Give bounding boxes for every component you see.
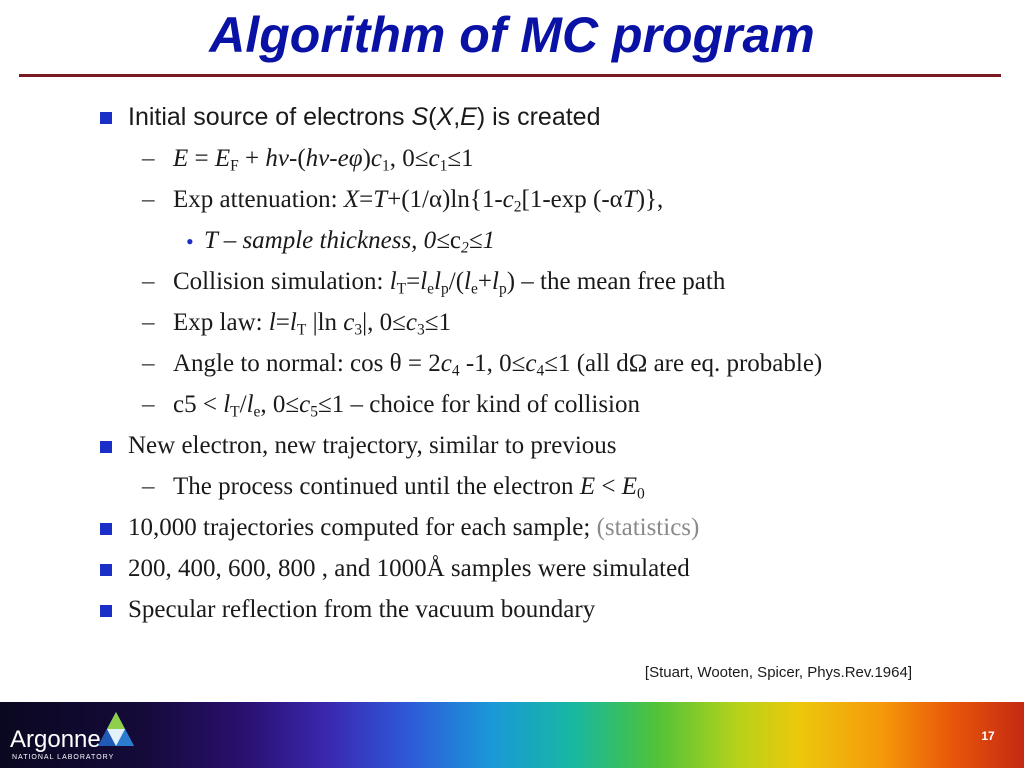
dash-marker: – bbox=[142, 186, 155, 213]
argonne-logo-subtitle: NATIONAL LABORATORY bbox=[12, 754, 115, 761]
sub-collision-simulation: Collision simulation: $l_T=l_el_p/(l_e+l_p)$ – the mean free path bbox=[173, 268, 726, 298]
dot-marker: • bbox=[186, 229, 194, 254]
dash-marker: – bbox=[142, 268, 155, 295]
bullet-new-electron: New electron, new trajectory, similar to previous bbox=[128, 432, 617, 459]
square-bullet-icon bbox=[100, 523, 112, 535]
sub-exp-attenuation: Exp attenuation: $X=T+(1/\alpha)\ln\{1-c_2[1-\exp$ (-αT)}, bbox=[173, 186, 664, 216]
sub-collision-choice: $c5 < l_T/l_e$, $0\le c_5\le 1$ – choice for kind of collision bbox=[173, 391, 641, 421]
slide-title: Algorithm of MC program bbox=[209, 7, 815, 63]
title-divider bbox=[19, 74, 1001, 77]
dash-marker: – bbox=[142, 391, 155, 418]
reference-citation: [Stuart, Wooten, Spicer, Phys.Rev.1964] bbox=[644, 664, 912, 681]
square-bullet-icon bbox=[100, 564, 112, 576]
square-bullet-icon bbox=[100, 441, 112, 453]
dash-marker: – bbox=[142, 350, 155, 377]
sub-process-continued: The process continued until the electron $E < E_0$ bbox=[173, 473, 645, 503]
sub-energy-equation: $E = E_F + h\nu-(h\nu-e\varphi)c_1$, $0\le c_1\le 1$ bbox=[173, 145, 474, 175]
bullet-initial-source: Initial source of electrons S(X,E) is created bbox=[128, 103, 601, 131]
footer-gradient-bar bbox=[0, 702, 1024, 768]
sub-exp-law: Exp law: $l=l_T$ |ln $c_3|$, $0\le c_3\le 1$ bbox=[173, 309, 451, 339]
bullet-trajectories: 10,000 trajectories computed for each sample; (statistics) bbox=[128, 514, 700, 541]
argonne-triangle-logo-icon bbox=[96, 710, 136, 750]
page-number: 17 bbox=[981, 729, 995, 743]
dash-marker: – bbox=[142, 145, 155, 172]
bullet-samples-simulated: 200, 400, 600, 800 , and 1000Å samples were simulated bbox=[128, 555, 690, 582]
sub-angle-to-normal: Angle to normal: $\cos \theta = 2c_4$ -1, $0\le c_4\le 1$ (all dΩ are eq. probable) bbox=[173, 350, 823, 380]
subsub-sample-thickness: T – sample thickness, $0\le c_2\le 1$ bbox=[204, 227, 495, 257]
square-bullet-icon bbox=[100, 605, 112, 617]
dash-marker: – bbox=[142, 473, 155, 500]
dash-marker: – bbox=[142, 309, 155, 336]
bullet-specular-reflection: Specular reflection from the vacuum boundary bbox=[128, 596, 596, 623]
argonne-logo-text: Argonne bbox=[10, 726, 101, 753]
square-bullet-icon bbox=[100, 112, 112, 124]
